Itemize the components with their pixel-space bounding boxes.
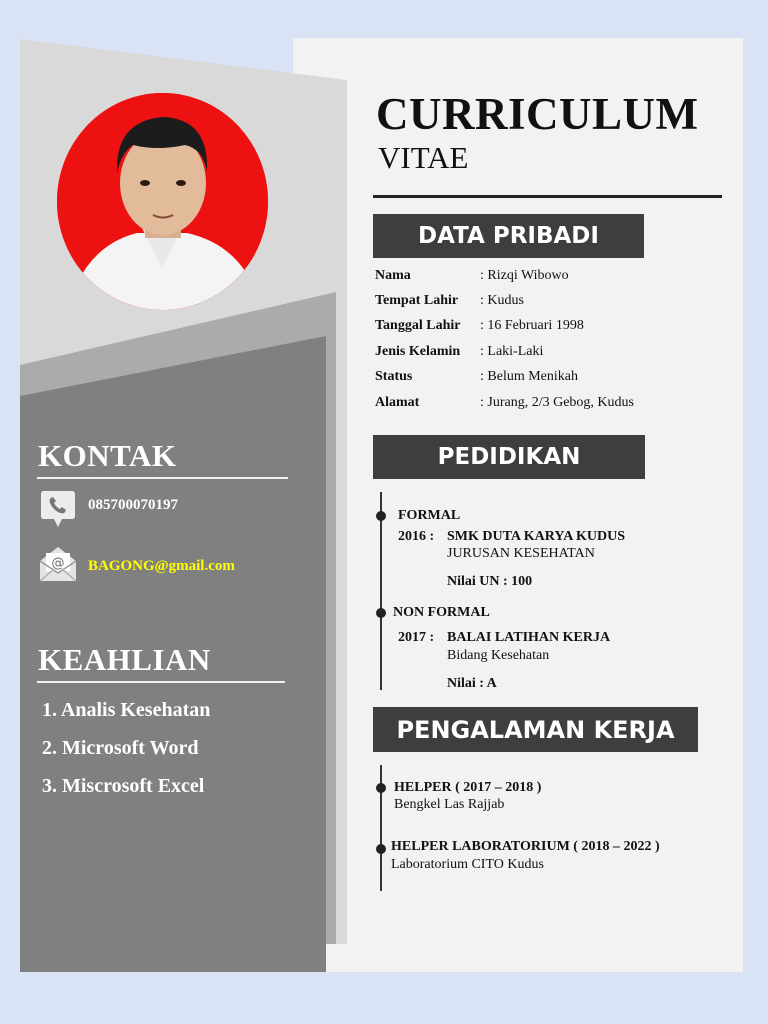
kontak-divider [37,477,288,479]
profile-photo [57,93,268,310]
skill-item: 1. Analis Kesehatan [42,699,211,721]
nonformal-heading: NON FORMAL [393,605,490,620]
personal-value: : Rizqi Wibowo [480,268,569,283]
title-divider [373,195,722,198]
timeline-dot [376,608,386,618]
experience-place: Bengkel Las Rajjab [394,797,505,812]
formal-major: JURUSAN KESEHATAN [447,546,595,561]
phone-number[interactable]: 085700070197 [88,497,178,513]
education-timeline [380,492,382,690]
experience-title: HELPER LABORATORIUM ( 2018 – 2022 ) [391,839,660,854]
formal-year: 2016 : [398,529,435,544]
kontak-heading: KONTAK [38,438,177,473]
personal-label: Alamat [375,395,420,410]
formal-heading: FORMAL [398,508,461,523]
personal-value: : Belum Menikah [480,369,578,384]
page-title: CURRICULUM [376,89,699,139]
phone-icon [40,489,76,534]
personal-label: Tanggal Lahir [375,318,461,333]
personal-label: Tempat Lahir [375,293,459,308]
timeline-dot [376,783,386,793]
section-data-pribadi: DATA PRIBADI [373,214,644,258]
personal-label: Status [375,369,413,384]
email-icon [38,545,78,588]
section-pengalaman: PENGALAMAN KERJA [373,707,698,752]
svg-text:@: @ [51,556,65,571]
personal-label: Nama [375,268,411,283]
formal-school: SMK DUTA KARYA KUDUS [447,529,626,544]
skill-item: 3. Miscrosoft Excel [42,775,205,797]
nonformal-major: Bidang Kesehatan [447,648,550,663]
personal-value: : 16 Februari 1998 [480,318,584,333]
personal-value: : Laki-Laki [480,344,544,359]
formal-score: Nilai UN : 100 [447,574,533,589]
skill-item: 2. Microsoft Word [42,737,199,759]
nonformal-school: BALAI LATIHAN KERJA [447,630,611,645]
nonformal-year: 2017 : [398,630,435,645]
experience-place: Laboratorium CITO Kudus [391,857,544,872]
section-pendidikan: PEDIDIKAN [373,435,645,479]
personal-label: Jenis Kelamin [375,344,461,359]
nonformal-score: Nilai : A [447,676,497,691]
timeline-dot [376,844,386,854]
experience-title: HELPER ( 2017 – 2018 ) [394,780,542,795]
timeline-dot [376,511,386,521]
keahlian-heading: KEAHLIAN [38,642,211,677]
personal-value: : Jurang, 2/3 Gebog, Kudus [480,395,634,410]
email-address[interactable]: BAGONG@gmail.com [88,558,235,574]
page-subtitle: VITAE [378,140,469,175]
keahlian-divider [37,681,285,683]
personal-value: : Kudus [480,293,524,308]
